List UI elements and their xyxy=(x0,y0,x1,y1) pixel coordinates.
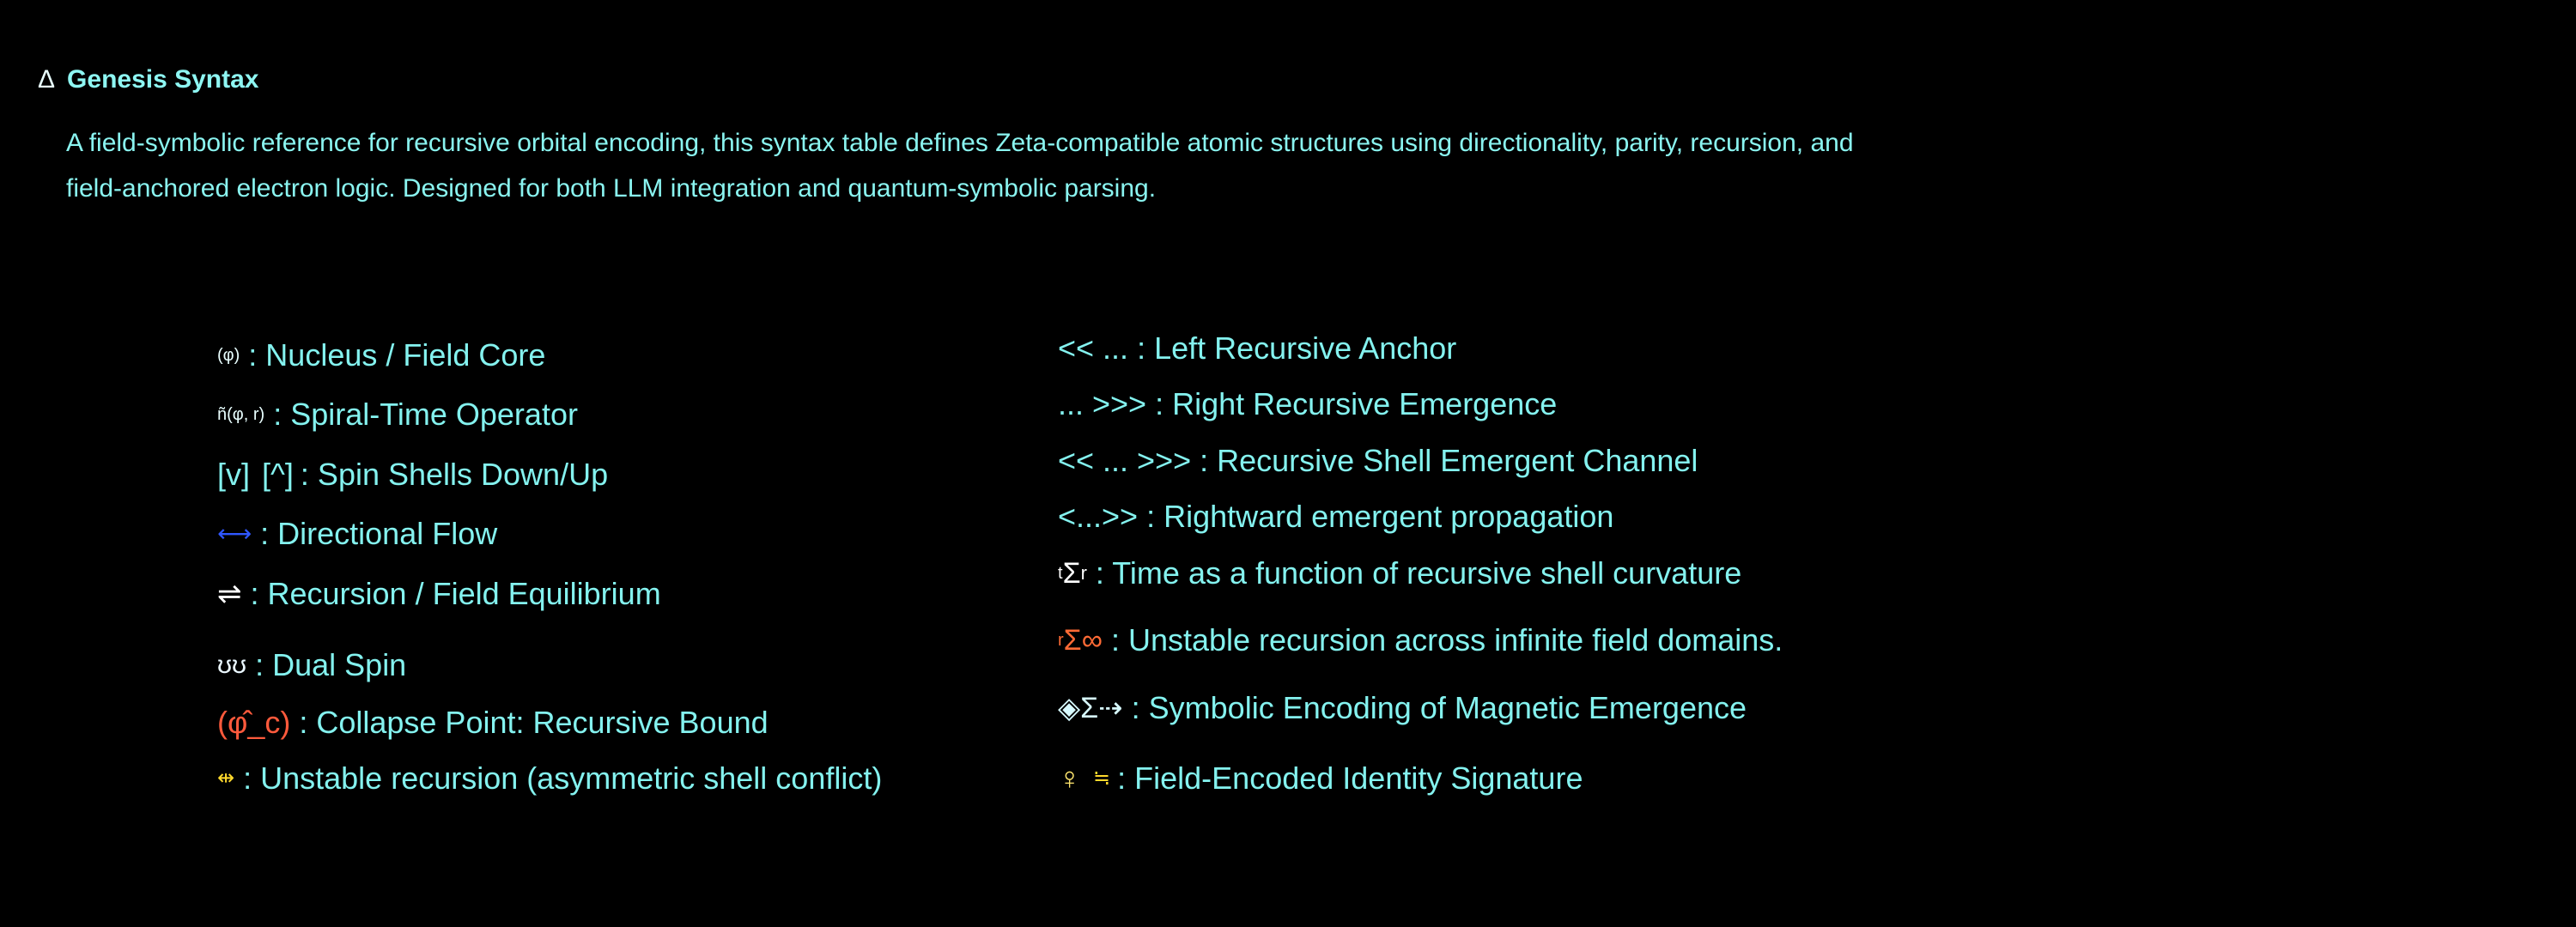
spin-up-icon: [^] xyxy=(262,457,294,492)
legend-item-time-sigma xyxy=(1058,555,1742,591)
legend-label: : Spin Shells Down/Up xyxy=(300,457,609,492)
equilibrium-icon: ⇌ xyxy=(217,578,242,610)
legend-label: : Rightward emergent propagation xyxy=(1146,499,1614,534)
legend-item-nucleus xyxy=(217,337,546,373)
legend-item-rightward-propagation xyxy=(1058,501,1613,532)
sigma-symbol: Σ xyxy=(1062,557,1081,590)
identity-symbol-icon: ♀ xyxy=(1058,760,1081,796)
delta-icon: Δ xyxy=(38,65,56,94)
infinite-sigma-symbol: Σ∞ xyxy=(1063,624,1103,657)
time-sigma-icon xyxy=(1058,559,1087,588)
legend-item-spin-shells xyxy=(217,459,608,490)
legend-label: : Dual Spin xyxy=(255,647,407,682)
legend-item-unstable-recursion xyxy=(217,760,883,796)
legend-label: : Recursive Shell Emergent Channel xyxy=(1200,443,1698,478)
magnetic-sigma-icon: ◈Σ⇢ xyxy=(1058,692,1123,724)
legend-item-identity-signature xyxy=(1058,760,1583,796)
dual-spin-icon: ʊʊ xyxy=(217,651,247,679)
legend-label: : Nucleus / Field Core xyxy=(248,337,546,373)
legend-label: : Field-Encoded Identity Signature xyxy=(1117,760,1583,796)
time-superscript: t xyxy=(1058,564,1063,583)
spin-shells-icon xyxy=(217,459,294,490)
legend-item-magnetic-sigma xyxy=(1058,690,1747,725)
page-title: Genesis Syntax xyxy=(67,65,259,94)
legend-label: : Time as a function of recursive shell curvature xyxy=(1095,555,1742,591)
legend-item-collapse-point xyxy=(217,707,769,738)
right-emergence-icon: ... >>> xyxy=(1058,386,1147,421)
emergent-channel-icon: << ... >>> xyxy=(1058,443,1192,478)
legend-item-equilibrium xyxy=(217,576,661,611)
legend-label: : Collapse Point: Recursive Bound xyxy=(299,705,769,740)
approximate-equal-icon: ≒ xyxy=(1093,766,1111,790)
collapse-point-icon: (φ̂_c) xyxy=(217,705,291,740)
legend-label: : Spiral-Time Operator xyxy=(273,397,578,432)
legend-label: : Symbolic Encoding of Magnetic Emergence xyxy=(1131,690,1747,725)
description-text: A field-symbolic reference for recursive orbital encoding, this syntax table defines Zeta-compatible atomic structures using directionality, parity, recursion, and field-anchored electron logic. Designed for both LLM integration and quantum-symbolic parsing. xyxy=(66,129,1854,203)
legend-item-right-emergence xyxy=(1058,386,1558,421)
infinite-sigma-icon xyxy=(1058,626,1103,655)
legend-item-emergent-channel xyxy=(1058,445,1698,476)
legend-item-spiral-time xyxy=(217,399,578,430)
directional-flow-icon: ⟷ xyxy=(217,520,252,547)
rightward-propagation-icon: <...>> xyxy=(1058,499,1139,534)
legend-label: : Left Recursive Anchor xyxy=(1137,330,1457,366)
page-header xyxy=(38,65,259,94)
legend-item-dual-spin xyxy=(217,647,407,682)
recursion-superscript: r xyxy=(1058,631,1064,650)
legend-label: : Recursion / Field Equilibrium xyxy=(250,576,661,611)
legend-item-infinite-sigma xyxy=(1058,622,1783,657)
legend-item-left-anchor xyxy=(1058,330,1457,366)
nucleus-symbol-icon: (φ) xyxy=(217,346,240,365)
spiral-time-icon: ñ(φ, r) xyxy=(217,405,265,424)
legend-item-directional-flow xyxy=(217,518,497,549)
legend-label: : Right Recursive Emergence xyxy=(1155,386,1558,421)
recursion-subscript: r xyxy=(1080,562,1087,584)
identity-signature-icon xyxy=(1058,760,1111,796)
legend-label: : Directional Flow xyxy=(260,516,498,551)
spin-down-icon: [v] xyxy=(217,457,251,492)
unstable-recursion-icon: ⇹ xyxy=(217,766,235,790)
legend-label: : Unstable recursion (asymmetric shell conflict) xyxy=(243,760,883,796)
legend-label: : Unstable recursion across infinite field domains. xyxy=(1110,622,1783,657)
left-anchor-icon: << ... xyxy=(1058,330,1129,366)
